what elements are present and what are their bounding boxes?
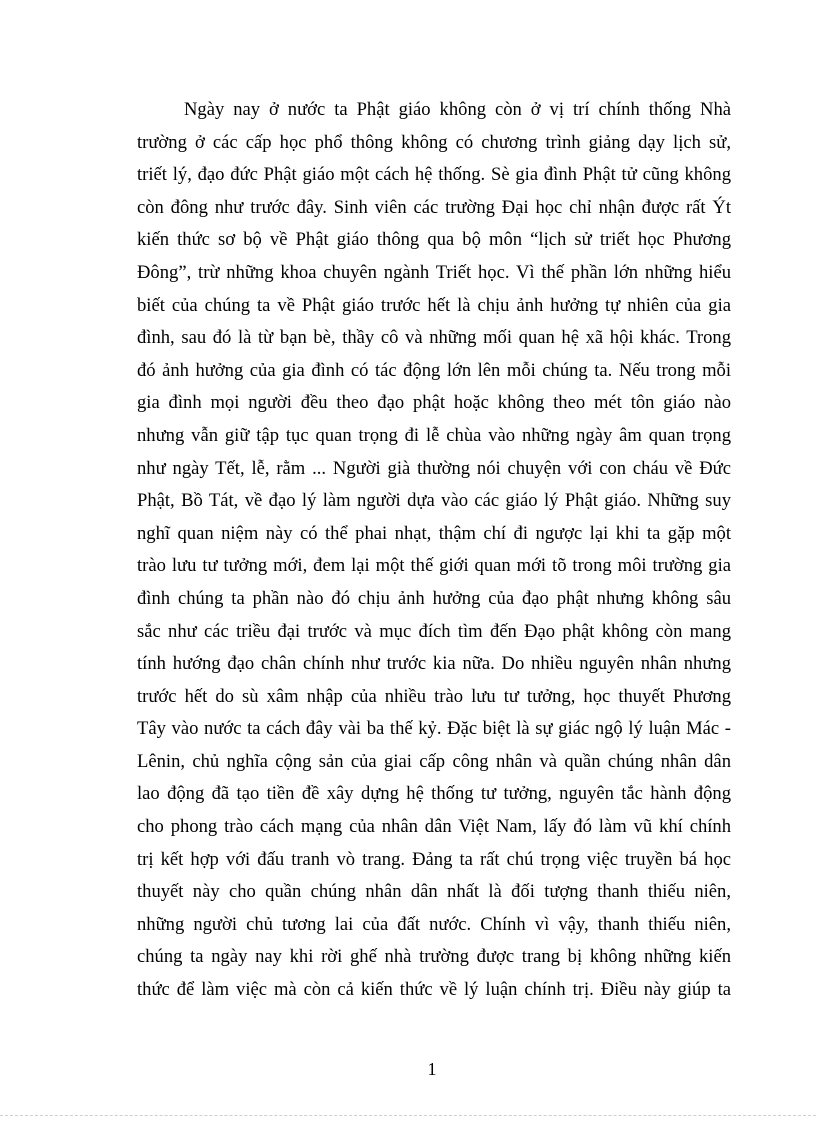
text-line: thức để làm việc mà còn cả kiến thức về lý luận chính trị. Điều này giúp ta xyxy=(137,979,731,1001)
text-line: gia đình mọi người đều theo đạo phật hoặc không theo mét tôn giáo nào xyxy=(137,392,731,414)
text-line: trào lưu tư tưởng mới, đem lại một thế giới quan mới tõ trong môi trường gia xyxy=(137,555,731,577)
page-bottom-divider xyxy=(0,1115,816,1116)
text-line: đình, sau đó là từ bạn bè, thầy cô và những mối quan hệ xã hội khác. Trong xyxy=(137,327,731,349)
text-line: lao động đã tạo tiền đề xây dựng hệ thống tư tưởng, nguyên tắc hành động xyxy=(137,783,731,805)
text-line: tính hướng đạo chân chính như trước kia nữa. Do nhiều nguyên nhân nhưng xyxy=(137,653,731,675)
text-line: trường ở các cấp học phổ thông không có chương trình giảng dạy lịch sử, xyxy=(137,131,731,153)
text-line: Tây vào nước ta cách đây vài ba thế kỷ. Đặc biệt là sự giác ngộ lý luận Mác - xyxy=(137,718,731,740)
text-line: những người chủ tương lai của đất nước. Chính vì vậy, thanh thiếu niên, xyxy=(137,913,731,935)
text-line: triết lý, đạo đức Phật giáo một cách hệ thống. Sè gia đình Phật tử cũng không xyxy=(137,164,731,186)
text-line: chúng ta ngày nay khi rời ghế nhà trường được trang bị không những kiến xyxy=(137,946,731,968)
text-line: nhưng vẫn giữ tập tục quan trọng đi lễ chùa vào những ngày âm quan trọng xyxy=(137,424,731,446)
text-line: trị kết hợp với đấu tranh vò trang. Đảng ta rất chú trọng việc truyền bá học xyxy=(137,848,731,870)
text-line: trước hết do sù xâm nhập của nhiều trào lưu tư tưởng, học thuyết Phương xyxy=(137,685,731,707)
text-line: Phật, Bồ Tát, về đạo lý làm người dựa vào các giáo lý Phật giáo. Những suy xyxy=(137,490,731,512)
text-line: Đông”, trừ những khoa chuyên ngành Triết học. Vì thế phần lớn những hiểu xyxy=(137,261,731,283)
text-line: nghĩ quan niệm này có thể phai nhạt, thậm chí đi ngược lại khi ta gặp một xyxy=(137,522,731,544)
text-line: Lênin, chủ nghĩa cộng sản của giai cấp công nhân và quần chúng nhân dân xyxy=(137,750,731,772)
text-line: sắc như các triều đại trước và mục đích tìm đến Đạo phật không còn mang xyxy=(137,620,731,642)
text-line: đình chúng ta phần nào đó chịu ảnh hưởng của đạo phật nhưng không sâu xyxy=(137,587,731,609)
text-line: đó ảnh hưởng của gia đình có tác động lớn lên mỗi chúng ta. Nếu trong mỗi xyxy=(137,359,731,381)
text-line: cho phong trào cách mạng của nhân dân Việt Nam, lấy đó làm vũ khí chính xyxy=(137,816,731,838)
text-line: biết của chúng ta về Phật giáo trước hết là chịu ảnh hưởng tự nhiên của gia xyxy=(137,294,731,316)
text-line: kiến thức sơ bộ về Phật giáo thông qua bộ môn “lịch sử triết học Phương xyxy=(137,229,731,251)
text-line: Ngày nay ở nước ta Phật giáo không còn ở vị trí chính thống Nhà xyxy=(184,99,731,120)
text-line: còn đông như trước đây. Sinh viên các trường Đại học chỉ nhận được rất Ýt xyxy=(137,196,731,218)
body-paragraph xyxy=(137,94,731,1007)
text-line: như ngày Tết, lễ, rằm ... Người già thường nói chuyện với con cháu về Đức xyxy=(137,457,731,479)
page-number: 1 xyxy=(427,1059,437,1079)
text-line: thuyết này cho quần chúng nhân dân nhất là đối tượng thanh thiếu niên, xyxy=(137,881,731,903)
